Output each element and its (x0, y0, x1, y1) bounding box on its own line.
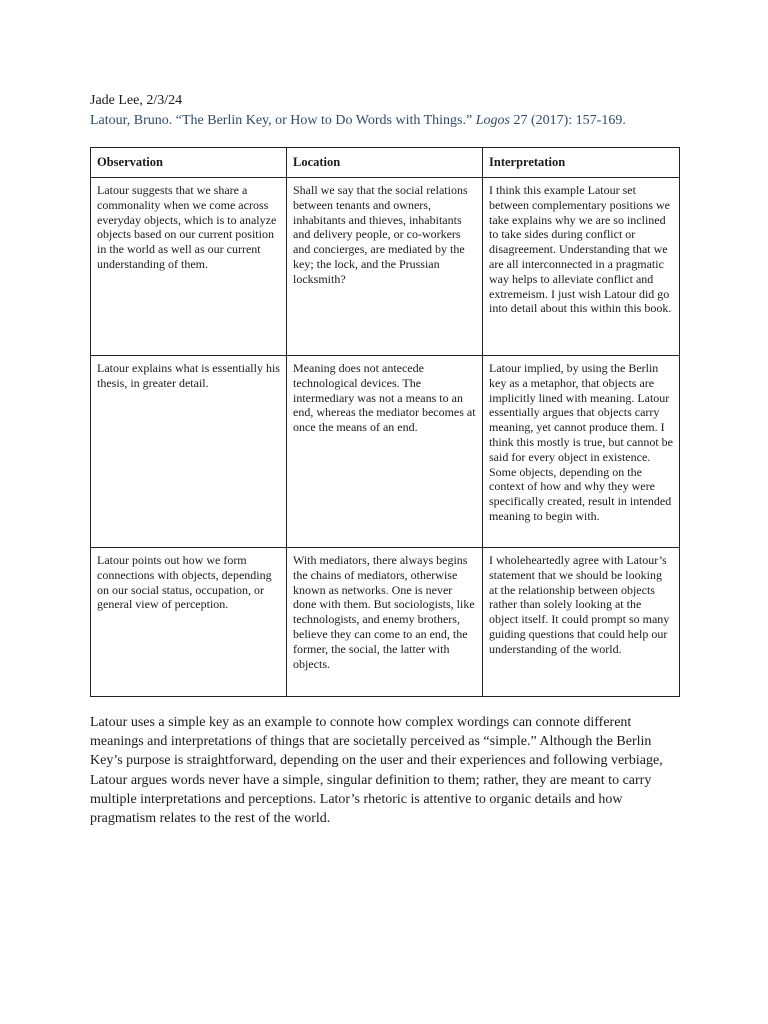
location-cell: Shall we say that the social relations between tenants and owners, inhabitants and thieves, inhabitants and delivery people, or co-workers and concierges, are mediated by the key; the lock, and the Prussian locksmith? (287, 178, 483, 356)
table-row (91, 356, 680, 548)
observation-cell: Latour suggests that we share a commonality when we come across everyday objects, which is to analyze objects based on our current position in the world as well as our current understanding of them. (91, 178, 287, 356)
citation-suffix: 27 (2017): 157-169. (509, 113, 626, 128)
table-row (91, 548, 680, 697)
notes-table (90, 147, 680, 697)
summary-paragraph: Latour uses a simple key as an example to connote how complex wordings can connote different meanings and interpretations of things that are societally perceived as “simple.” Although the Berlin Key’s purpose is straightforward, depending on the user and their experiences and following verbiage, Latour argues words never have a simple, singular definition to them; rather, they are meant to carry multiple interpretations and perceptions. Lator’s rhetoric is attentive to organic details and how pragmatism relates to the rest of the world. (90, 715, 663, 827)
author-date-line: Jade Lee, 2/3/24 (90, 93, 183, 108)
interpretation-cell: Latour implied, by using the Berlin key as a metaphor, that objects are implicitly lined with meaning. Latour essentially argues that objects carry meaning, yet cannot produce them. I think this mostly is true, but cannot be said for every object in existence. Some objects, depending on the context of how and why they were specifically created, result in intended meaning to begin with. (483, 356, 680, 548)
location-cell: With mediators, there always begins the chains of mediators, otherwise known as networks. One is never done with them. But sociologists, like technologists, and enemy brothers, believe they can come to an end, the former, the social, the latter with objects. (287, 548, 483, 697)
header-observation: Observation (91, 148, 287, 178)
header-interpretation: Interpretation (483, 148, 680, 178)
citation-prefix: Latour, Bruno. “The Berlin Key, or How to Do Words with Things.” (90, 113, 476, 128)
interpretation-cell: I think this example Latour set between complementary positions we take explains why we are so inclined to take sides during conflict or disagreement. Understanding that we are all interconnected in a pragmatic way helps to alleviate conflict and extremeism. I just wish Latour did go into detail about this within this book. (483, 178, 680, 356)
location-cell: Meaning does not antecede technological devices. The intermediary was not a means to an end, whereas the mediator becomes at once the means of an end. (287, 356, 483, 548)
citation-line (90, 112, 626, 130)
table-header-row (91, 148, 680, 178)
header-location: Location (287, 148, 483, 178)
citation-journal: Logos (475, 113, 510, 128)
interpretation-cell: I wholeheartedly agree with Latour’s statement that we should be looking at the relationship between objects rather than solely looking at the object itself. It could prompt so many guiding questions that could help our understanding of the world. (483, 548, 680, 697)
observation-cell: Latour points out how we form connections with objects, depending on our social status, occupation, or general view of perception. (91, 548, 287, 697)
observation-cell: Latour explains what is essentially his thesis, in greater detail. (91, 356, 287, 548)
table-row (91, 178, 680, 356)
